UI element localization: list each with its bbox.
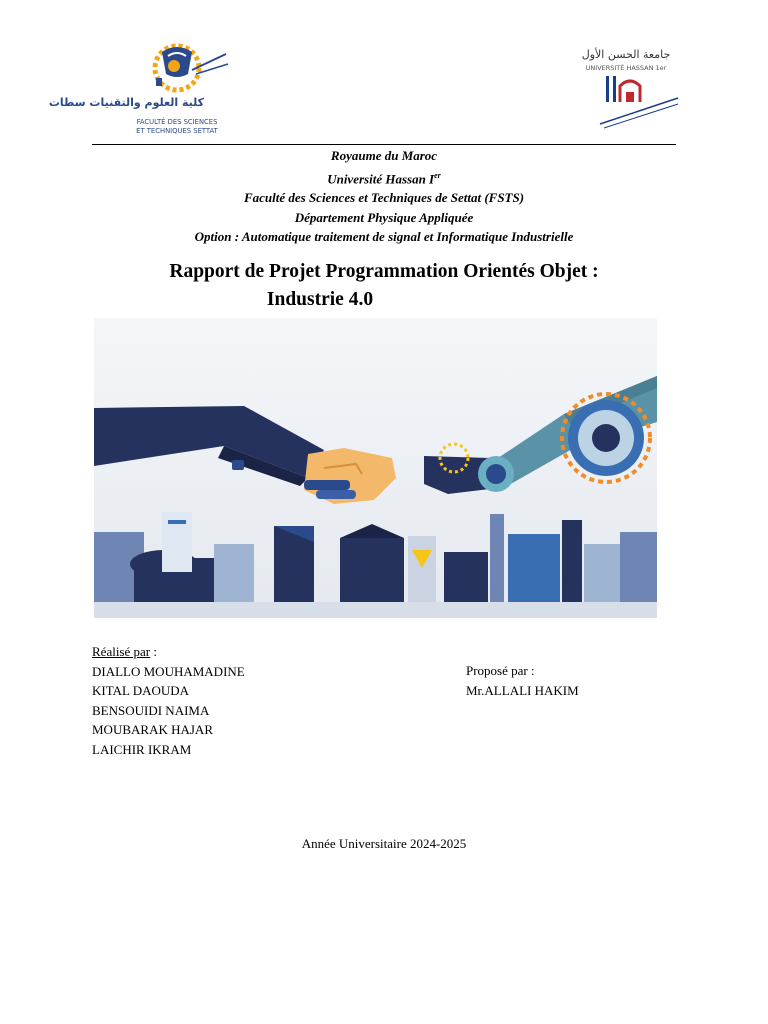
fsts-french-name-2: ET TECHNIQUES SETTAT: [136, 127, 218, 135]
authors-block: [92, 642, 392, 759]
fsts-french-name-1: FACULTÉ DES SCIENCES: [136, 118, 218, 126]
authors-label-colon: :: [150, 644, 157, 659]
handshake-factory-illustration: [94, 318, 657, 618]
uh1-arabic-name: جامعة الحسن الأول: [581, 48, 671, 61]
academic-year: Année Universitaire 2024-2025: [301, 836, 467, 851]
supervisor-label: Proposé par :: [466, 663, 535, 678]
institution-header: [92, 146, 676, 247]
industry-illustration: [94, 318, 657, 618]
author-name: MOUBARAK HAJAR: [92, 722, 213, 737]
fsts-logo: [48, 40, 232, 138]
authors-label: Réalisé par: [92, 644, 151, 659]
uh1-emblem: [570, 44, 682, 136]
uh1-french-name: UNIVERSITÉ HASSAN 1er: [585, 64, 667, 72]
university-suffix: er: [434, 170, 441, 180]
department-line: Département Physique Appliquée: [294, 209, 474, 225]
option-line: Option : Automatique traitement de signal et Informatique Industrielle: [194, 229, 574, 245]
supervisor-name: Mr.ALLALI HAKIM: [466, 682, 579, 698]
header-divider: [92, 144, 676, 145]
author-name: KITAL DAOUDA: [92, 683, 190, 698]
authors-label-line: [92, 642, 392, 662]
supervisor-block: [466, 661, 686, 700]
author-name: BENSOUIDI NAIMA: [92, 702, 210, 718]
fsts-emblem: [48, 40, 232, 138]
fsts-arabic-name: كلية العلوم والتقنيات سطات: [48, 96, 204, 109]
uh1-logo: [570, 44, 682, 136]
university-name: Université Hassan I: [327, 170, 435, 186]
author-name: LAICHIR IKRAM: [92, 741, 192, 757]
faculty-line: Faculté des Sciences et Techniques de Settat (FSTS): [243, 190, 525, 206]
title-line-1: Rapport de Projet Programmation Orientés Objet :: [169, 261, 599, 282]
kingdom-line: Royaume du Maroc: [330, 148, 438, 163]
author-name: DIALLO MOUHAMADINE: [92, 663, 245, 679]
university-line: [92, 166, 676, 189]
title-line-2: Industrie 4.0: [266, 289, 374, 310]
report-title: [92, 258, 676, 314]
